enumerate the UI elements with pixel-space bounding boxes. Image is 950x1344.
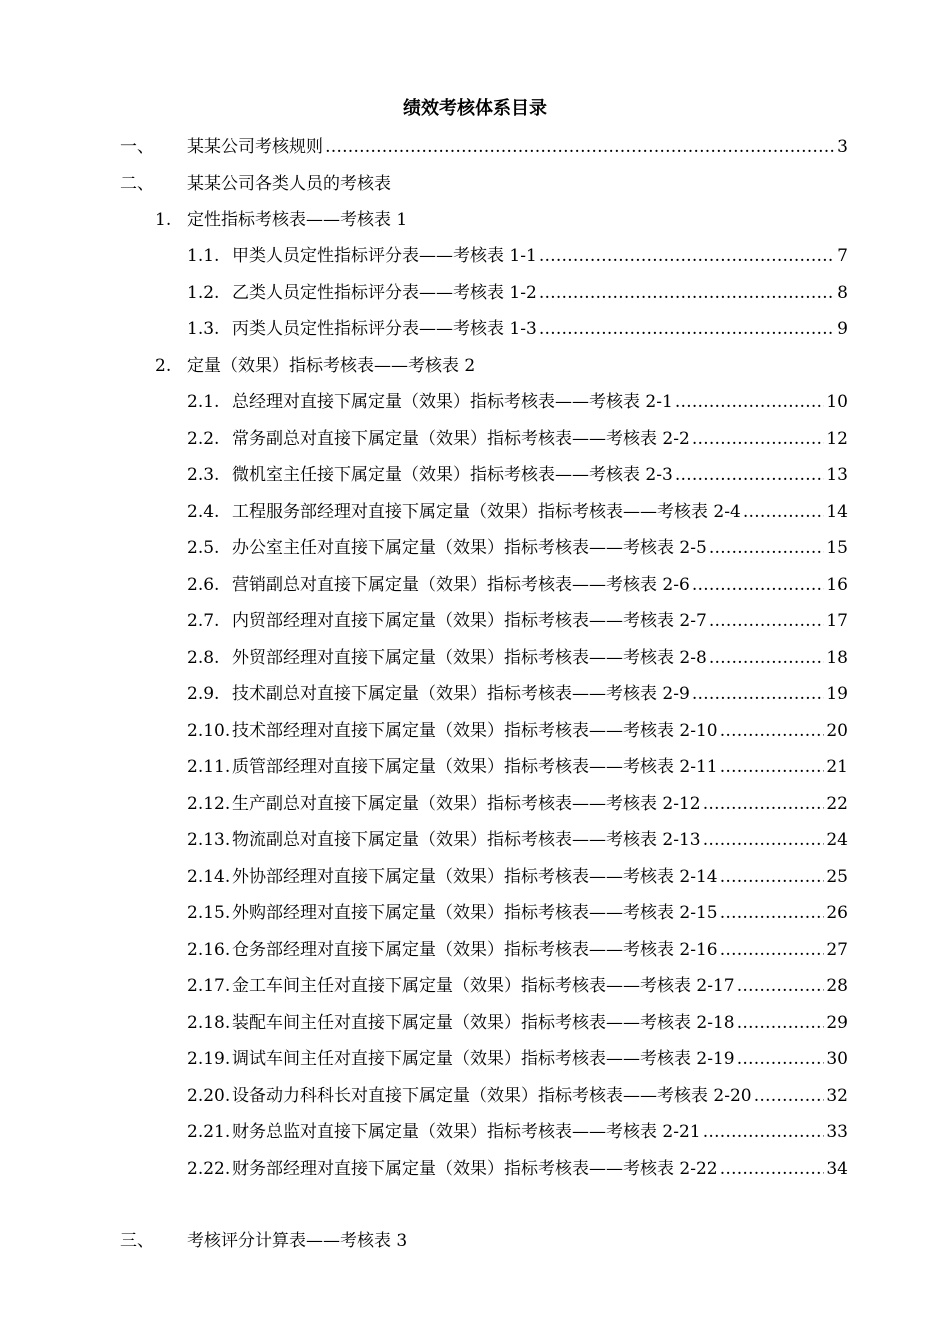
toc-leader-dots [720, 940, 825, 960]
toc-text: 装配车间主任对直接下属定量（效果）指标考核表——考核表 2-18 [232, 1012, 735, 1033]
toc-leader-dots [709, 648, 825, 668]
toc-number: 2.14. [187, 866, 231, 887]
toc-number: 2.18. [187, 1012, 231, 1033]
toc-leader-dots [539, 246, 835, 266]
toc-page-number: 17 [826, 611, 848, 631]
toc-page-number: 10 [826, 392, 848, 412]
toc-text: 工程服务部经理对直接下属定量（效果）指标考核表——考核表 2-4 [232, 501, 741, 522]
toc-text: 技术部经理对直接下属定量（效果）指标考核表——考核表 2-10 [232, 720, 718, 741]
toc-number: 2.21. [187, 1122, 231, 1142]
toc-text: 物流副总对直接下属定量（效果）指标考核表——考核表 2-13 [232, 830, 701, 850]
toc-page-number: 7 [837, 246, 848, 266]
toc-item[interactable] [187, 862, 848, 887]
toc-leader-dots [737, 1049, 825, 1069]
toc-item[interactable] [187, 424, 848, 449]
toc-text: 生产副总对直接下属定量（效果）指标考核表——考核表 2-12 [232, 793, 701, 814]
toc-text: 常务副总对直接下属定量（效果）指标考核表——考核表 2-2 [232, 428, 690, 449]
toc-leader-dots [737, 1013, 825, 1033]
toc-number: 2.2. [187, 428, 220, 449]
page-title: 绩效考核体系目录 [403, 98, 547, 119]
toc-text: 财务总监对直接下属定量（效果）指标考核表——考核表 2-21 [232, 1122, 701, 1142]
toc-entry[interactable] [120, 132, 848, 157]
toc-leader-dots [675, 392, 825, 412]
toc-page-number: 24 [826, 830, 848, 850]
toc-number: 2.12. [187, 793, 231, 814]
toc-item[interactable] [187, 1081, 848, 1106]
toc-text: 金工车间主任对直接下属定量（效果）指标考核表——考核表 2-17 [232, 976, 735, 996]
toc-number: 2.8. [187, 647, 220, 668]
toc-number: 1.1. [187, 246, 220, 266]
toc-page-number: 8 [837, 283, 848, 303]
toc-text: 考核评分计算表——考核表 3 [187, 1231, 408, 1251]
toc-page-number: 30 [826, 1049, 848, 1069]
toc-page-number: 22 [826, 793, 848, 814]
toc-page-number: 25 [826, 866, 848, 887]
toc-item[interactable] [187, 497, 848, 522]
toc-page-number: 18 [826, 647, 848, 668]
toc-page-number: 12 [826, 428, 848, 449]
toc-subsection[interactable] [155, 205, 848, 230]
toc-number: 2.1. [187, 392, 220, 412]
toc-text: 外贸部经理对直接下属定量（效果）指标考核表——考核表 2-8 [232, 647, 707, 668]
toc-number: 2.22. [187, 1158, 231, 1179]
toc-leader-dots [709, 538, 825, 558]
toc-item[interactable] [187, 387, 848, 412]
toc-text: 总经理对直接下属定量（效果）指标考核表——考核表 2-1 [232, 392, 673, 412]
toc-text: 外协部经理对直接下属定量（效果）指标考核表——考核表 2-14 [232, 866, 718, 887]
toc-page-number: 29 [826, 1012, 848, 1033]
toc-item[interactable] [187, 460, 848, 485]
toc-item[interactable] [187, 935, 848, 960]
toc-page-number: 3 [837, 137, 848, 157]
toc-number: 2.11. [187, 757, 231, 777]
toc-leader-dots [737, 976, 825, 996]
toc-subsection[interactable] [155, 351, 848, 376]
toc-page-number: 28 [826, 976, 848, 996]
toc-number: 2.3. [187, 465, 220, 485]
toc-entry[interactable] [120, 169, 848, 194]
toc-text: 设备动力科科长对直接下属定量（效果）指标考核表——考核表 2-20 [232, 1085, 752, 1106]
toc-item[interactable] [187, 570, 848, 595]
toc-text: 定性指标考核表——考核表 1 [187, 210, 408, 230]
toc-leader-dots [720, 867, 825, 887]
toc-item[interactable] [187, 679, 848, 704]
toc-page-number: 16 [826, 574, 848, 595]
toc-text: 丙类人员定性指标评分表——考核表 1-3 [232, 319, 537, 339]
toc-number: 一、 [120, 137, 154, 157]
toc-leader-dots [675, 465, 825, 485]
toc-number: 2.7. [187, 611, 220, 631]
toc-item[interactable] [187, 825, 848, 850]
toc-leader-dots [703, 830, 825, 850]
toc-item[interactable] [187, 789, 848, 814]
toc-number: 2. [155, 356, 172, 376]
toc-item[interactable] [187, 1008, 848, 1033]
toc-leader-dots [720, 721, 825, 741]
toc-number: 2.17. [187, 976, 231, 996]
toc-number: 2.19. [187, 1049, 231, 1069]
toc-page-number: 32 [826, 1085, 848, 1106]
toc-leader-dots [539, 283, 835, 303]
toc-text: 办公室主任对直接下属定量（效果）指标考核表——考核表 2-5 [232, 538, 707, 558]
toc-leader-dots [539, 319, 835, 339]
toc-number: 2.10. [187, 720, 231, 741]
toc-leader-dots [720, 903, 825, 923]
toc-leader-dots [692, 684, 825, 704]
toc-page-number: 21 [826, 757, 848, 777]
toc-item[interactable] [187, 606, 848, 631]
toc-leader-dots [754, 1086, 825, 1106]
toc-text: 营销副总对直接下属定量（效果）指标考核表——考核表 2-6 [232, 574, 690, 595]
toc-leader-dots [720, 1159, 825, 1179]
toc-item[interactable] [187, 1117, 848, 1142]
toc-leader-dots [743, 502, 825, 522]
toc-text: 仓务部经理对直接下属定量（效果）指标考核表——考核表 2-16 [232, 939, 718, 960]
toc-entry[interactable] [120, 1226, 848, 1251]
toc-item[interactable] [187, 752, 848, 777]
toc-text: 调试车间主任对直接下属定量（效果）指标考核表——考核表 2-19 [232, 1049, 735, 1069]
toc-number: 三、 [120, 1231, 154, 1251]
toc-page-number: 9 [837, 319, 848, 339]
toc-number: 2.15. [187, 903, 231, 923]
toc-text: 质管部经理对直接下属定量（效果）指标考核表——考核表 2-11 [232, 757, 718, 777]
toc-page-number: 14 [826, 501, 848, 522]
toc-leader-dots [709, 611, 825, 631]
toc-leader-dots [325, 137, 835, 157]
toc-number: 2.20. [187, 1085, 231, 1106]
toc-number: 2.13. [187, 830, 231, 850]
toc-page-number: 13 [826, 465, 848, 485]
toc-text: 财务部经理对直接下属定量（效果）指标考核表——考核表 2-22 [232, 1158, 718, 1179]
toc-text: 内贸部经理对直接下属定量（效果）指标考核表——考核表 2-7 [232, 611, 707, 631]
toc-number: 2.9. [187, 684, 220, 704]
toc-page-number: 20 [826, 720, 848, 741]
toc-item[interactable] [187, 898, 848, 923]
toc-leader-dots [720, 757, 825, 777]
toc-page-number: 34 [826, 1158, 848, 1179]
toc-leader-dots [703, 1122, 825, 1142]
toc-number: 1. [155, 210, 172, 230]
toc-text: 甲类人员定性指标评分表——考核表 1-1 [232, 246, 537, 266]
toc-number: 2.6. [187, 574, 220, 595]
toc-number: 二、 [120, 174, 154, 194]
toc-item[interactable] [187, 1044, 848, 1069]
toc-number: 1.3. [187, 319, 220, 339]
toc-page-number: 15 [826, 538, 848, 558]
toc-text: 某某公司考核规则 [187, 137, 323, 157]
toc-number: 1.2. [187, 283, 220, 303]
toc-page-number: 33 [826, 1122, 848, 1142]
toc-text: 微机室主任接下属定量（效果）指标考核表——考核表 2-3 [232, 465, 673, 485]
toc-leader-dots [692, 429, 825, 449]
toc-leader-dots [703, 794, 825, 814]
toc-text: 技术副总对直接下属定量（效果）指标考核表——考核表 2-9 [232, 684, 690, 704]
toc-page-number: 19 [826, 684, 848, 704]
toc-item[interactable] [187, 1154, 848, 1179]
toc-number: 2.5. [187, 538, 220, 558]
toc-item[interactable] [187, 716, 848, 741]
toc-text: 某某公司各类人员的考核表 [187, 174, 391, 194]
toc-text: 定量（效果）指标考核表——考核表 2 [187, 356, 476, 376]
toc-item[interactable] [187, 278, 848, 303]
toc-item[interactable] [187, 241, 848, 266]
toc-text: 乙类人员定性指标评分表——考核表 1-2 [232, 283, 537, 303]
toc-item[interactable] [187, 314, 848, 339]
toc-page-number: 27 [826, 939, 848, 960]
toc-item[interactable] [187, 643, 848, 668]
toc-number: 2.4. [187, 501, 220, 522]
toc-leader-dots [692, 575, 825, 595]
toc-page-number: 26 [826, 903, 848, 923]
toc-item[interactable] [187, 971, 848, 996]
toc-number: 2.16. [187, 939, 231, 960]
toc-item[interactable] [187, 533, 848, 558]
toc-text: 外购部经理对直接下属定量（效果）指标考核表——考核表 2-15 [232, 903, 718, 923]
